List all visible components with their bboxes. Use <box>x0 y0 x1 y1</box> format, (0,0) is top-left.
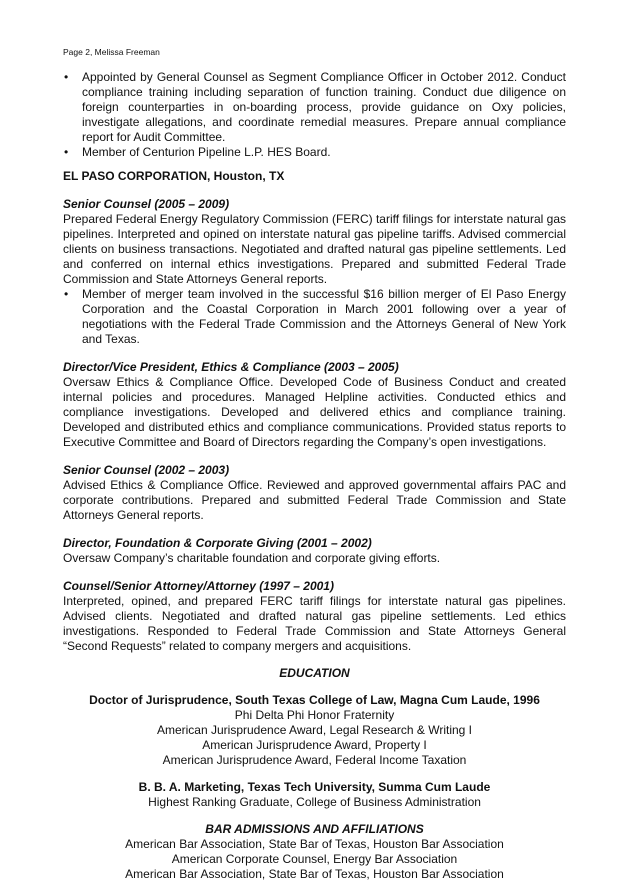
role-title: Senior Counsel (2002 – 2003) <box>63 463 230 477</box>
top-bullet-list <box>63 70 566 160</box>
page-header: Page 2, Melissa Freeman <box>63 47 160 57</box>
jd-honor: American Jurisprudence Award, Property I <box>202 738 427 752</box>
bar-item: American Bar Association, State Bar of Texas, Houston Bar Association <box>125 837 504 851</box>
jd-degree: Doctor of Jurisprudence, South Texas College of Law, Magna Cum Laude, 1996 <box>89 693 540 707</box>
company-heading: EL PASO CORPORATION, Houston, TX <box>63 169 285 183</box>
bullet-item <box>63 145 566 160</box>
role-title: Director, Foundation & Corporate Giving (2001 – 2002) <box>63 536 372 550</box>
jd-honor: Phi Delta Phi Honor Fraternity <box>234 708 395 722</box>
bullet-icon: • <box>64 145 69 159</box>
role-bullet-list <box>63 287 566 347</box>
role-description: Oversaw Ethics & Compliance Office. Developed Code of Business Conduct and created internal policies and procedures. Managed Helpline activities. Conducted ethics and compliance investigations. Developed and delivered ethics and compliance training. Developed and distributed ethics and compliance communications. Provided status reports to Executive Committee and Board of Directors regarding the Company’s open investigations. <box>63 375 566 449</box>
bullet-icon: • <box>64 70 69 84</box>
bar-heading: BAR ADMISSIONS AND AFFILIATIONS <box>205 822 424 836</box>
jd-honor: American Jurisprudence Award, Federal Income Taxation <box>162 753 467 767</box>
bullet-item <box>63 70 566 145</box>
jd-honor: American Jurisprudence Award, Legal Research & Writing I <box>156 723 473 737</box>
role-description: Prepared Federal Energy Regulatory Commission (FERC) tariff filings for interstate natural gas pipelines. Interpreted and opined on interstate natural gas pipeline tariffs. Advised commercial clients on business transactions. Negotiated and drafted natural gas pipeline settlements. Led and conferred on internal ethics investigations. Prepared and submitted Federal Trade Commission and State Attorneys General reports. <box>63 212 566 286</box>
role-description: Oversaw Company’s charitable foundation and corporate giving efforts. <box>63 551 441 565</box>
bar-item: American Corporate Counsel, Energy Bar Association <box>171 852 458 866</box>
bar-item: American Bar Association, State Bar of Texas, Houston Bar Association <box>125 867 504 881</box>
role-description: Advised Ethics & Compliance Office. Reviewed and approved governmental affairs PAC and corporate contributions. Prepared and submitted Federal Trade Commission and State Attorneys General reports. <box>63 478 566 522</box>
bullet-text: Member of merger team involved in the successful $16 billion merger of El Paso Energy Corporation and the Coastal Corporation in March 2001 following over a year of negotiations with the Federal Trade Commission and the Attorneys General of New York and Texas. <box>82 287 566 346</box>
bullet-icon: • <box>64 287 69 301</box>
role-title: Director/Vice President, Ethics & Compliance (2003 – 2005) <box>63 360 399 374</box>
education-heading: EDUCATION <box>279 666 350 680</box>
role-description: Interpreted, opined, and prepared FERC tariff filings for interstate natural gas pipelines. Advised clients. Negotiated and drafted natural gas pipeline settlements. Led ethics investigations. Responded to Federal Trade Commission and State Attorneys General “Second Requests” related to company mergers and acquisitions. <box>63 594 566 653</box>
bullet-item <box>63 287 566 347</box>
bullet-text: Appointed by General Counsel as Segment Compliance Officer in October 2012. Conduct compliance training including separation of function training. Conduct due diligence on foreign counterparties in on-boarding process, provide guidance on Oxy policies, investigate allegations, and coordinate remedial measures. Prepare annual compliance report for Audit Committee. <box>82 70 566 144</box>
bba-honor: Highest Ranking Graduate, College of Business Administration <box>148 795 481 809</box>
role-title: Senior Counsel (2005 – 2009) <box>63 197 230 211</box>
role-title: Counsel/Senior Attorney/Attorney (1997 – 2001) <box>63 579 334 593</box>
bba-degree: B. B. A. Marketing, Texas Tech University, Summa Cum Laude <box>138 780 491 794</box>
bullet-text: Member of Centurion Pipeline L.P. HES Board. <box>82 145 331 159</box>
resume-content <box>63 70 566 882</box>
